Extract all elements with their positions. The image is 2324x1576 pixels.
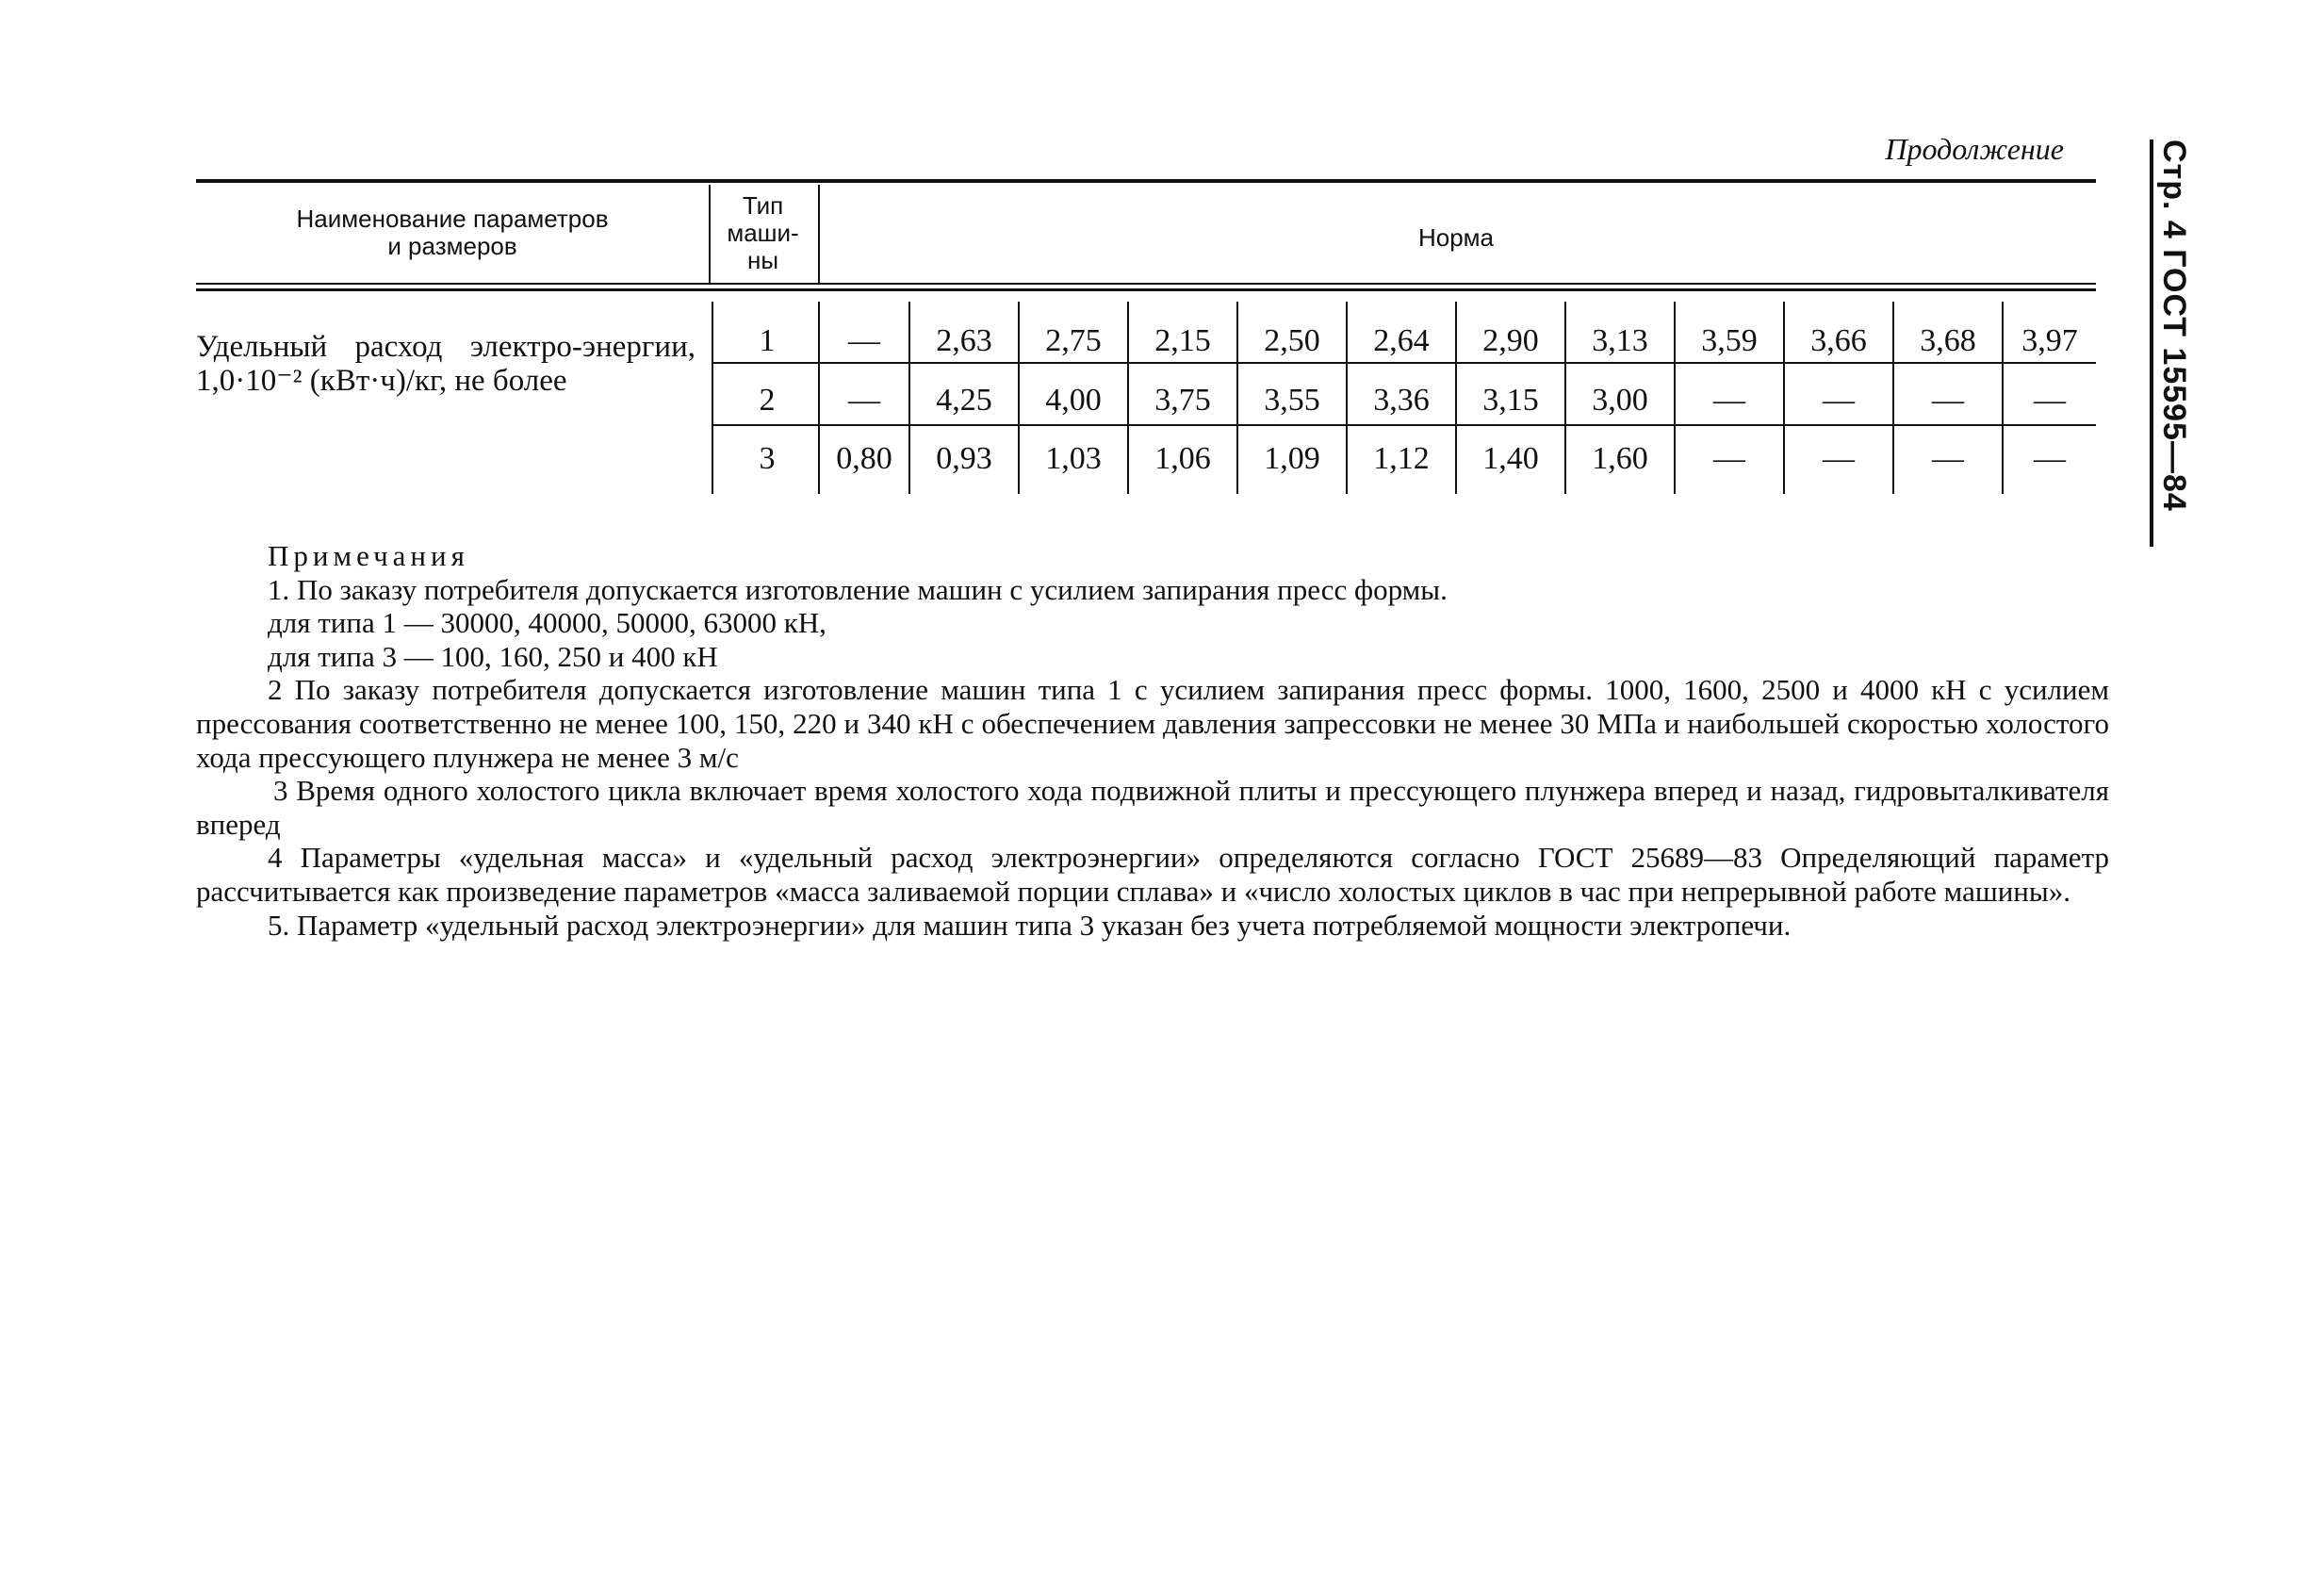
table-cell: — bbox=[2034, 383, 2066, 418]
table-cell: 2,64 bbox=[1373, 323, 1430, 358]
row1-type: 1 bbox=[759, 323, 776, 358]
table-cell: 3,66 bbox=[1810, 323, 1867, 358]
table-cell: — bbox=[848, 323, 880, 358]
table-cell: 1,03 bbox=[1045, 441, 1102, 476]
row2-type: 2 bbox=[759, 383, 776, 418]
notes-title: Примечания bbox=[268, 539, 469, 572]
table-cell: 1,09 bbox=[1264, 441, 1320, 476]
continuation-label: Продолжение bbox=[1885, 132, 2064, 166]
table-cell: 4,00 bbox=[1045, 383, 1102, 418]
table-cell: — bbox=[1932, 441, 1964, 476]
table-cell: 4,25 bbox=[936, 383, 992, 418]
note-1-type3: для типа 3 — 100, 160, 250 и 400 кН bbox=[268, 639, 718, 673]
header-bottom-rule-2 bbox=[196, 288, 2096, 291]
table-cell: — bbox=[1713, 383, 1745, 418]
note-1: 1. По заказу потребителя допускается изготовление машин с усилием запирания пресс формы. bbox=[268, 572, 1448, 606]
table-cell: 0,93 bbox=[936, 441, 992, 476]
note-2: 2 По заказу потребителя допускается изготовление машин типа 1 с усилием запирания пресс формы. 1000, 1600, 2500 и 4000 кН с усилием прессования соответственно не менее 100, 150, 220 и 340 кН с обеспечением давления запрессовки не менее 30 МПа и наибольшей скоростью холостого хода прессующего плунжера не менее 3 м/с bbox=[196, 673, 2109, 774]
table-cell: 3,59 bbox=[1701, 323, 1758, 358]
header-bottom-rule bbox=[196, 283, 2096, 285]
row3-type: 3 bbox=[759, 441, 776, 476]
table-cell: — bbox=[1823, 383, 1855, 418]
table-cell: 1,60 bbox=[1592, 441, 1648, 476]
row-separator bbox=[712, 362, 2096, 364]
table-cell: 2,90 bbox=[1482, 323, 1539, 358]
table-cell: — bbox=[1932, 383, 1964, 418]
table-cell: 3,36 bbox=[1373, 383, 1430, 418]
table-cell: 3,13 bbox=[1592, 323, 1648, 358]
note-4: 4 Параметры «удельная масса» и «удельный расход электроэнергии» определяются согласно ГОСТ 25689—83 Определяющий параметр рассчитывается как произведение параметров «масса заливаемой порции сплава» и «число холостых циклов в час при непрерывной работе машины». bbox=[196, 841, 2109, 908]
table-cell: — bbox=[1823, 441, 1855, 476]
table-cell: 3,97 bbox=[2021, 323, 2078, 358]
note-5: 5. Параметр «удельный расход электроэнергии» для машин типа 3 указан без учета потребляемой мощности электропечи. bbox=[268, 908, 1792, 942]
table-cell: 2,63 bbox=[936, 323, 992, 358]
note-1-type1: для типа 1 — 30000, 40000, 50000, 63000 кН, bbox=[268, 606, 826, 640]
table-cell: 2,50 bbox=[1264, 323, 1320, 358]
parameter-name: Удельный расход электро-энергии, 1,0·10⁻² (кВт·ч)/кг, не более bbox=[196, 330, 696, 398]
notes-section bbox=[196, 539, 2109, 942]
side-rule bbox=[2150, 140, 2153, 547]
page-label: Стр. 4 ГОСТ 15595—84 bbox=[2156, 140, 2192, 512]
header-norm: Норма bbox=[1417, 223, 1495, 252]
row-separator bbox=[712, 424, 2096, 426]
type-col-left-line bbox=[712, 302, 713, 494]
table-cell: 3,75 bbox=[1154, 383, 1211, 418]
header-machine-type: Тип маши- ны bbox=[727, 191, 799, 275]
table-cell: 3,15 bbox=[1482, 383, 1539, 418]
header-divider-1 bbox=[709, 185, 711, 283]
table-cell: — bbox=[848, 383, 880, 418]
table-cell: 0,80 bbox=[836, 441, 892, 476]
table-top-rule bbox=[196, 179, 2096, 183]
table-cell: 1,40 bbox=[1482, 441, 1539, 476]
table-cell: 3,55 bbox=[1264, 383, 1320, 418]
table-cell: 1,06 bbox=[1154, 441, 1211, 476]
table-cell: 2,75 bbox=[1045, 323, 1102, 358]
header-name: Наименование параметров и размеров bbox=[296, 205, 609, 261]
table-cell: 3,68 bbox=[1920, 323, 1976, 358]
note-3: 3 Время одного холостого цикла включает время холостого хода подвижной плиты и прессующего плунжера вперед и назад, гидровыталкивателя вперед bbox=[196, 774, 2109, 841]
table-cell: — bbox=[2034, 441, 2066, 476]
table-cell: 2,15 bbox=[1154, 323, 1211, 358]
table-cell: 3,00 bbox=[1592, 383, 1648, 418]
table-cell: — bbox=[1713, 441, 1745, 476]
table-cell: 1,12 bbox=[1373, 441, 1430, 476]
